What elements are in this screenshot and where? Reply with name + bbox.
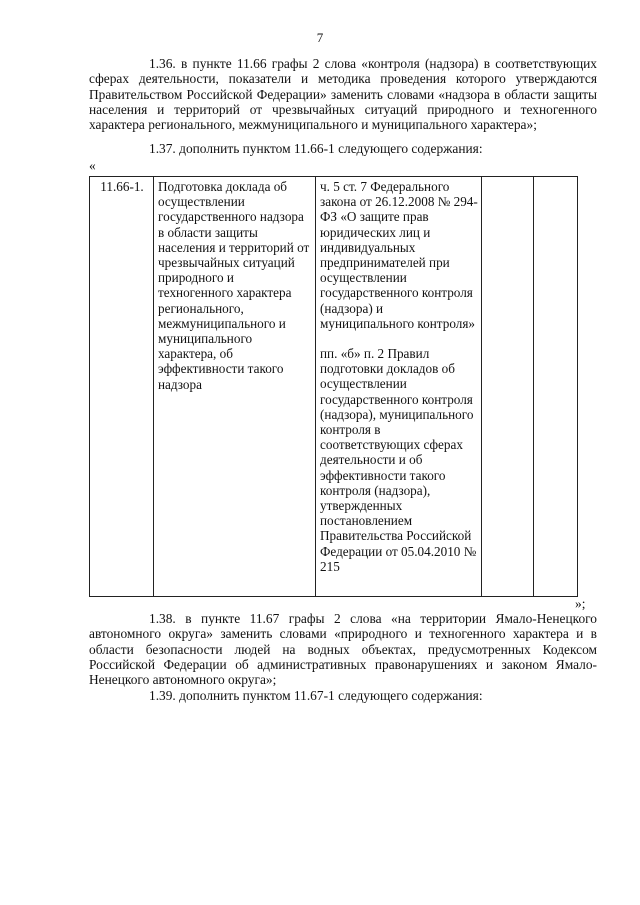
paragraph-1-36: 1.36. в пункте 11.66 графы 2 слова «контроля (надзора) в соответствующих сферах деятельности, показатели и методика проведения которого утверждаются Правительством Российской Федерации» заменить словами «надзора в области защиты населения и территорий от чрезвычайных ситуаций природного и техногенного характера регионального, межмуниципального и муниципального характера»;	[89, 56, 597, 133]
page-number: 7	[316, 30, 324, 45]
closing-quote: »;	[575, 596, 586, 611]
paragraph-1-37: 1.37. дополнить пунктом 11.66-1 следующего содержания:	[149, 141, 483, 156]
empty-column-5-cell	[534, 177, 578, 597]
paragraph-1-39: 1.39. дополнить пунктом 11.67-1 следующего содержания:	[149, 688, 483, 703]
table-row	[90, 177, 578, 597]
legal-basis-law: ч. 5 ст. 7 Федерального закона от 26.12.2008 № 294-ФЗ «О защите прав юридических лиц и индивидуальных предпринимателей при осуществлении государственного контроля (надзора) и муниципального контроля»	[320, 179, 478, 331]
legal-basis-rules: пп. «б» п. 2 Правил подготовки докладов об осуществлении государственного контроля (надзора), муниципального контроля в соответствующих сферах деятельности и об эффективности такого контроля (надзора), утвержденных постановлением Правительства Российской Федерации от 05.04.2010 № 215	[320, 346, 477, 574]
item-name-cell	[154, 177, 316, 597]
paragraph-1-38: 1.38. в пункте 11.67 графы 2 слова «на территории Ямало-Ненецкого автономного округа» заменить словами «природного и техногенного характера и в области безопасности людей на водных объектах, предусмотренных Кодексом Российской Федерации об административных правонарушениях и законом Ямало-Ненецкого автономного округа»;	[89, 611, 597, 688]
empty-column-4-cell	[482, 177, 534, 597]
opening-quote: «	[89, 158, 96, 173]
item-number: 11.66-1.	[100, 179, 144, 194]
item-number-cell	[90, 177, 154, 597]
amendment-table	[89, 176, 578, 597]
item-name: Подготовка доклада об осуществлении государственного надзора в области защиты населения и территорий от чрезвычайных ситуаций природного и техногенного характера регионального, межмуниципального и муниципального характера, об эффективности такого надзора	[158, 179, 310, 392]
legal-basis-cell	[316, 177, 482, 597]
